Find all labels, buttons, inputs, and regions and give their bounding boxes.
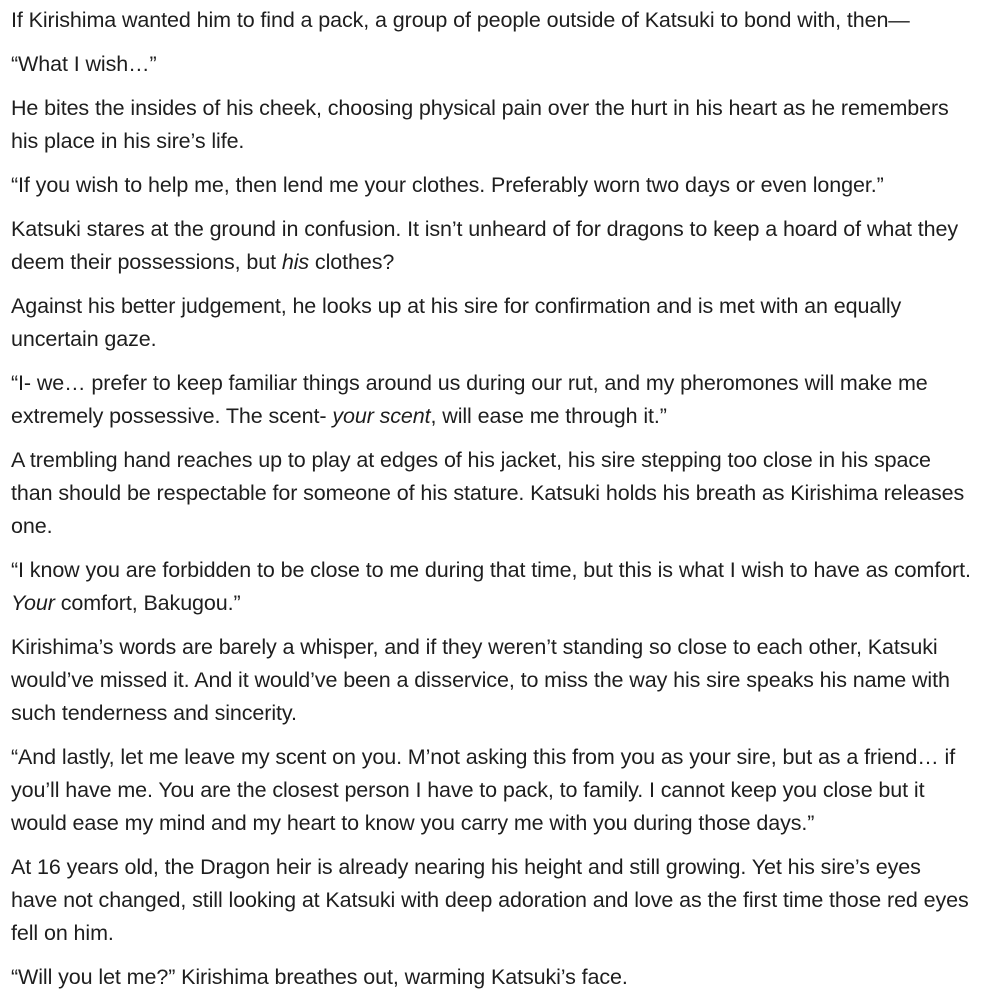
text-run: “And lastly, let me leave my scent on you. M’not asking this from you as your sire, but as a friend… if you’ll have me. You are the closest person I have to pack, to family. I cannot keep you close but it would ease my mind and my heart to know you carry me with you during those days.” — [11, 745, 956, 835]
text-run: , will ease me through it.” — [430, 404, 667, 428]
story-paragraph — [11, 961, 972, 994]
story-paragraph — [11, 367, 972, 433]
text-run: comfort, Bakugou.” — [54, 591, 241, 615]
story-paragraph — [11, 213, 972, 279]
text-run: “If you wish to help me, then lend me your clothes. Preferably worn two days or even longer.” — [11, 173, 884, 197]
emphasized-text: your scent — [332, 404, 431, 428]
story-paragraph — [11, 290, 972, 356]
emphasized-text: Your — [11, 591, 55, 615]
story-paragraph — [11, 554, 972, 620]
emphasized-text: his — [281, 250, 310, 274]
text-run: “What I wish…” — [11, 52, 157, 76]
story-paragraph — [11, 169, 972, 202]
story-paragraph — [11, 92, 972, 158]
text-run: “I- we… prefer to keep familiar things around us during our rut, and my pheromones will make me extremely possessive. The scent- — [11, 371, 928, 428]
story-paragraph — [11, 48, 972, 81]
text-run: A trembling hand reaches up to play at edges of his jacket, his sire stepping too close in his space than should be respectable for someone of his stature. Katsuki holds his breath as Kirishima releases one. — [11, 448, 965, 538]
story-paragraph — [11, 444, 972, 543]
story-paragraph — [11, 4, 972, 37]
story-paragraph — [11, 741, 972, 840]
text-run: Against his better judgement, he looks up at his sire for confirmation and is met with an equally uncertain gaze. — [11, 294, 902, 351]
story-paragraph — [11, 631, 972, 730]
text-run: He bites the insides of his cheek, choosing physical pain over the hurt in his heart as he remembers his place in his sire’s life. — [11, 96, 949, 153]
text-run: “I know you are forbidden to be close to me during that time, but this is what I wish to have as comfort. — [11, 558, 971, 582]
text-run: Kirishima’s words are barely a whisper, and if they weren’t standing so close to each other, Katsuki would’ve missed it. And it would’ve been a disservice, to miss the way his sire speaks his name with such tenderness and sincerity. — [11, 635, 950, 725]
text-run: Katsuki stares at the ground in confusion. It isn’t unheard of for dragons to keep a hoard of what they deem their possessions, but — [11, 217, 959, 274]
text-run: If Kirishima wanted him to find a pack, a group of people outside of Katsuki to bond with, then— — [11, 8, 910, 32]
text-run: clothes? — [309, 250, 395, 274]
text-run: At 16 years old, the Dragon heir is already nearing his height and still growing. Yet his sire’s eyes have not changed, still looking at Katsuki with deep adoration and love as the first time those red eyes fell on him. — [11, 855, 969, 945]
story-paragraph — [11, 851, 972, 950]
text-run: “Will you let me?” Kirishima breathes out, warming Katsuki’s face. — [11, 965, 628, 989]
